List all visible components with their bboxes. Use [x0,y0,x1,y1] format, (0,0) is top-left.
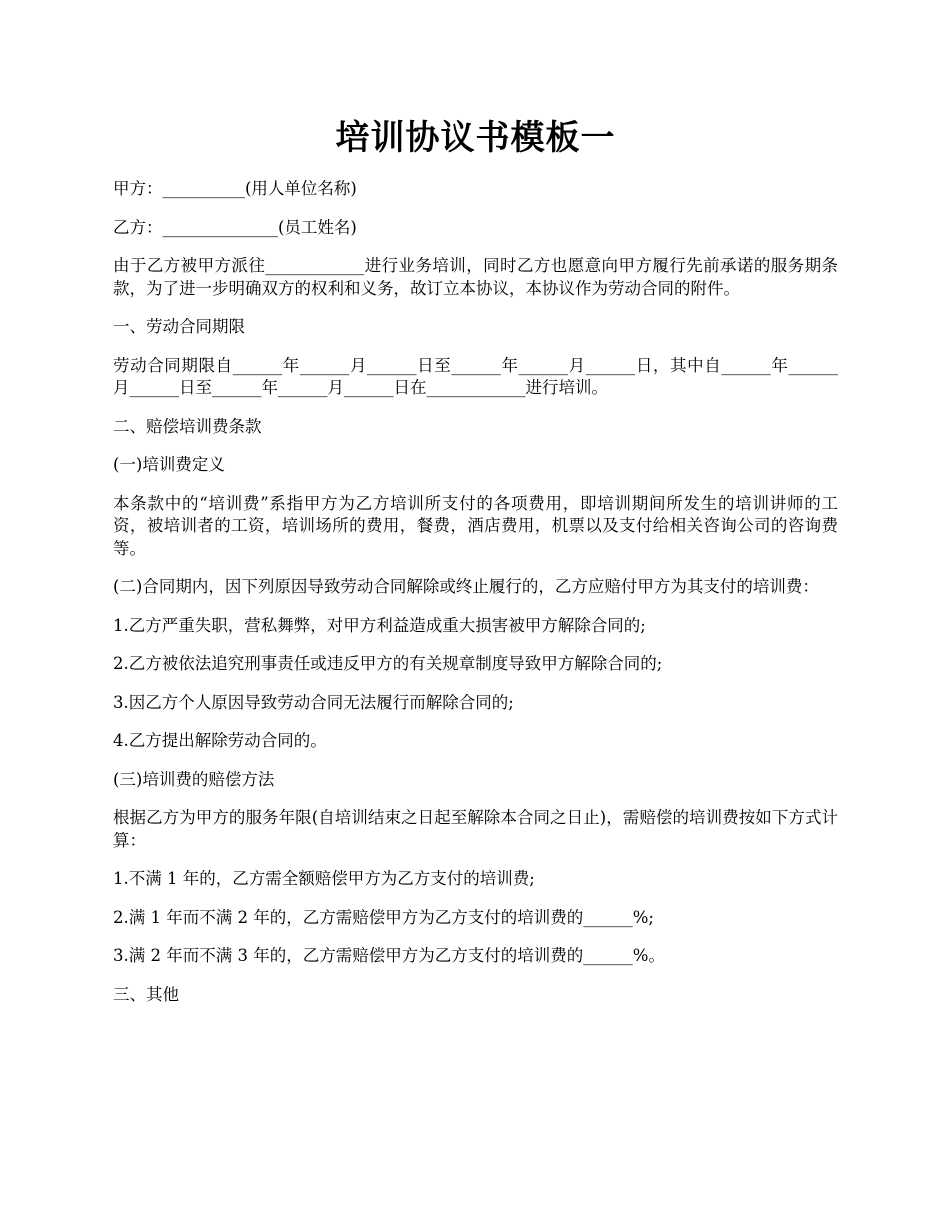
subsection-heading-definition: (一)培训费定义 [113,455,225,474]
method-item: 1.不满 1 年的，乙方需全额赔偿甲方为乙方支付的培训费; [113,869,535,888]
document-body [113,178,838,1006]
section-heading-contract-term: 一、劳动合同期限 [113,317,245,336]
contract-term-paragraph: 劳动合同期限自______年______月______日至______年______月______日，其中自______年______月______日至______年______月______日在____________进行培训。 [113,355,838,397]
party-b-line: 乙方：______________(员工姓名) [113,217,357,237]
method-paragraph: 根据乙方为甲方的服务年限(自培训结束之日起至解除本合同之日止)，需赔偿的培训费按如下方式计算： [113,808,838,850]
method-item: 3.满 2 年而不满 3 年的，乙方需赔偿甲方为乙方支付的培训费的______%。 [113,946,665,965]
condition-item: 1.乙方严重失职，营私舞弊，对甲方利益造成重大损害被甲方解除合同的; [113,615,646,635]
condition-item: 2.乙方被依法追究刑事责任或违反甲方的有关规章制度导致甲方解除合同的; [113,654,663,673]
subsection-heading-method: (三)培训费的赔偿方法 [113,769,275,789]
party-a-line: 甲方：__________(用人单位名称) [113,179,357,198]
section-heading-compensation: 二、赔偿培训费条款 [113,416,262,436]
preamble-paragraph: 由于乙方被甲方派往____________进行业务培训，同时乙方也愿意向甲方履行先前承诺的服务期条款，为了进一步明确双方的权利和义务，故订立本协议，本协议作为劳动合同的附件。 [113,256,838,298]
method-item: 2.满 1 年而不满 2 年的，乙方需赔偿甲方为乙方支付的培训费的______%; [113,907,654,927]
condition-item: 4.乙方提出解除劳动合同的。 [113,731,327,750]
subsection-conditions-paragraph: (二)合同期内，因下列原因导致劳动合同解除或终止履行的，乙方应赔付甲方为其支付的培训费： [113,577,819,596]
section-heading-other: 三、其他 [113,984,179,1004]
definition-paragraph: 本条款中的“培训费”系指甲方为乙方培训所支付的各项费用，即培训期间所发生的培训讲师的工资，被培训者的工资，培训场所的费用，餐费，酒店费用，机票以及支付给相关咨询公司的咨询费等。 [113,493,838,558]
condition-item: 3.因乙方个人原因导致劳动合同无法履行而解除合同的; [113,692,514,712]
document-title: 培训协议书模板一 [335,118,616,158]
